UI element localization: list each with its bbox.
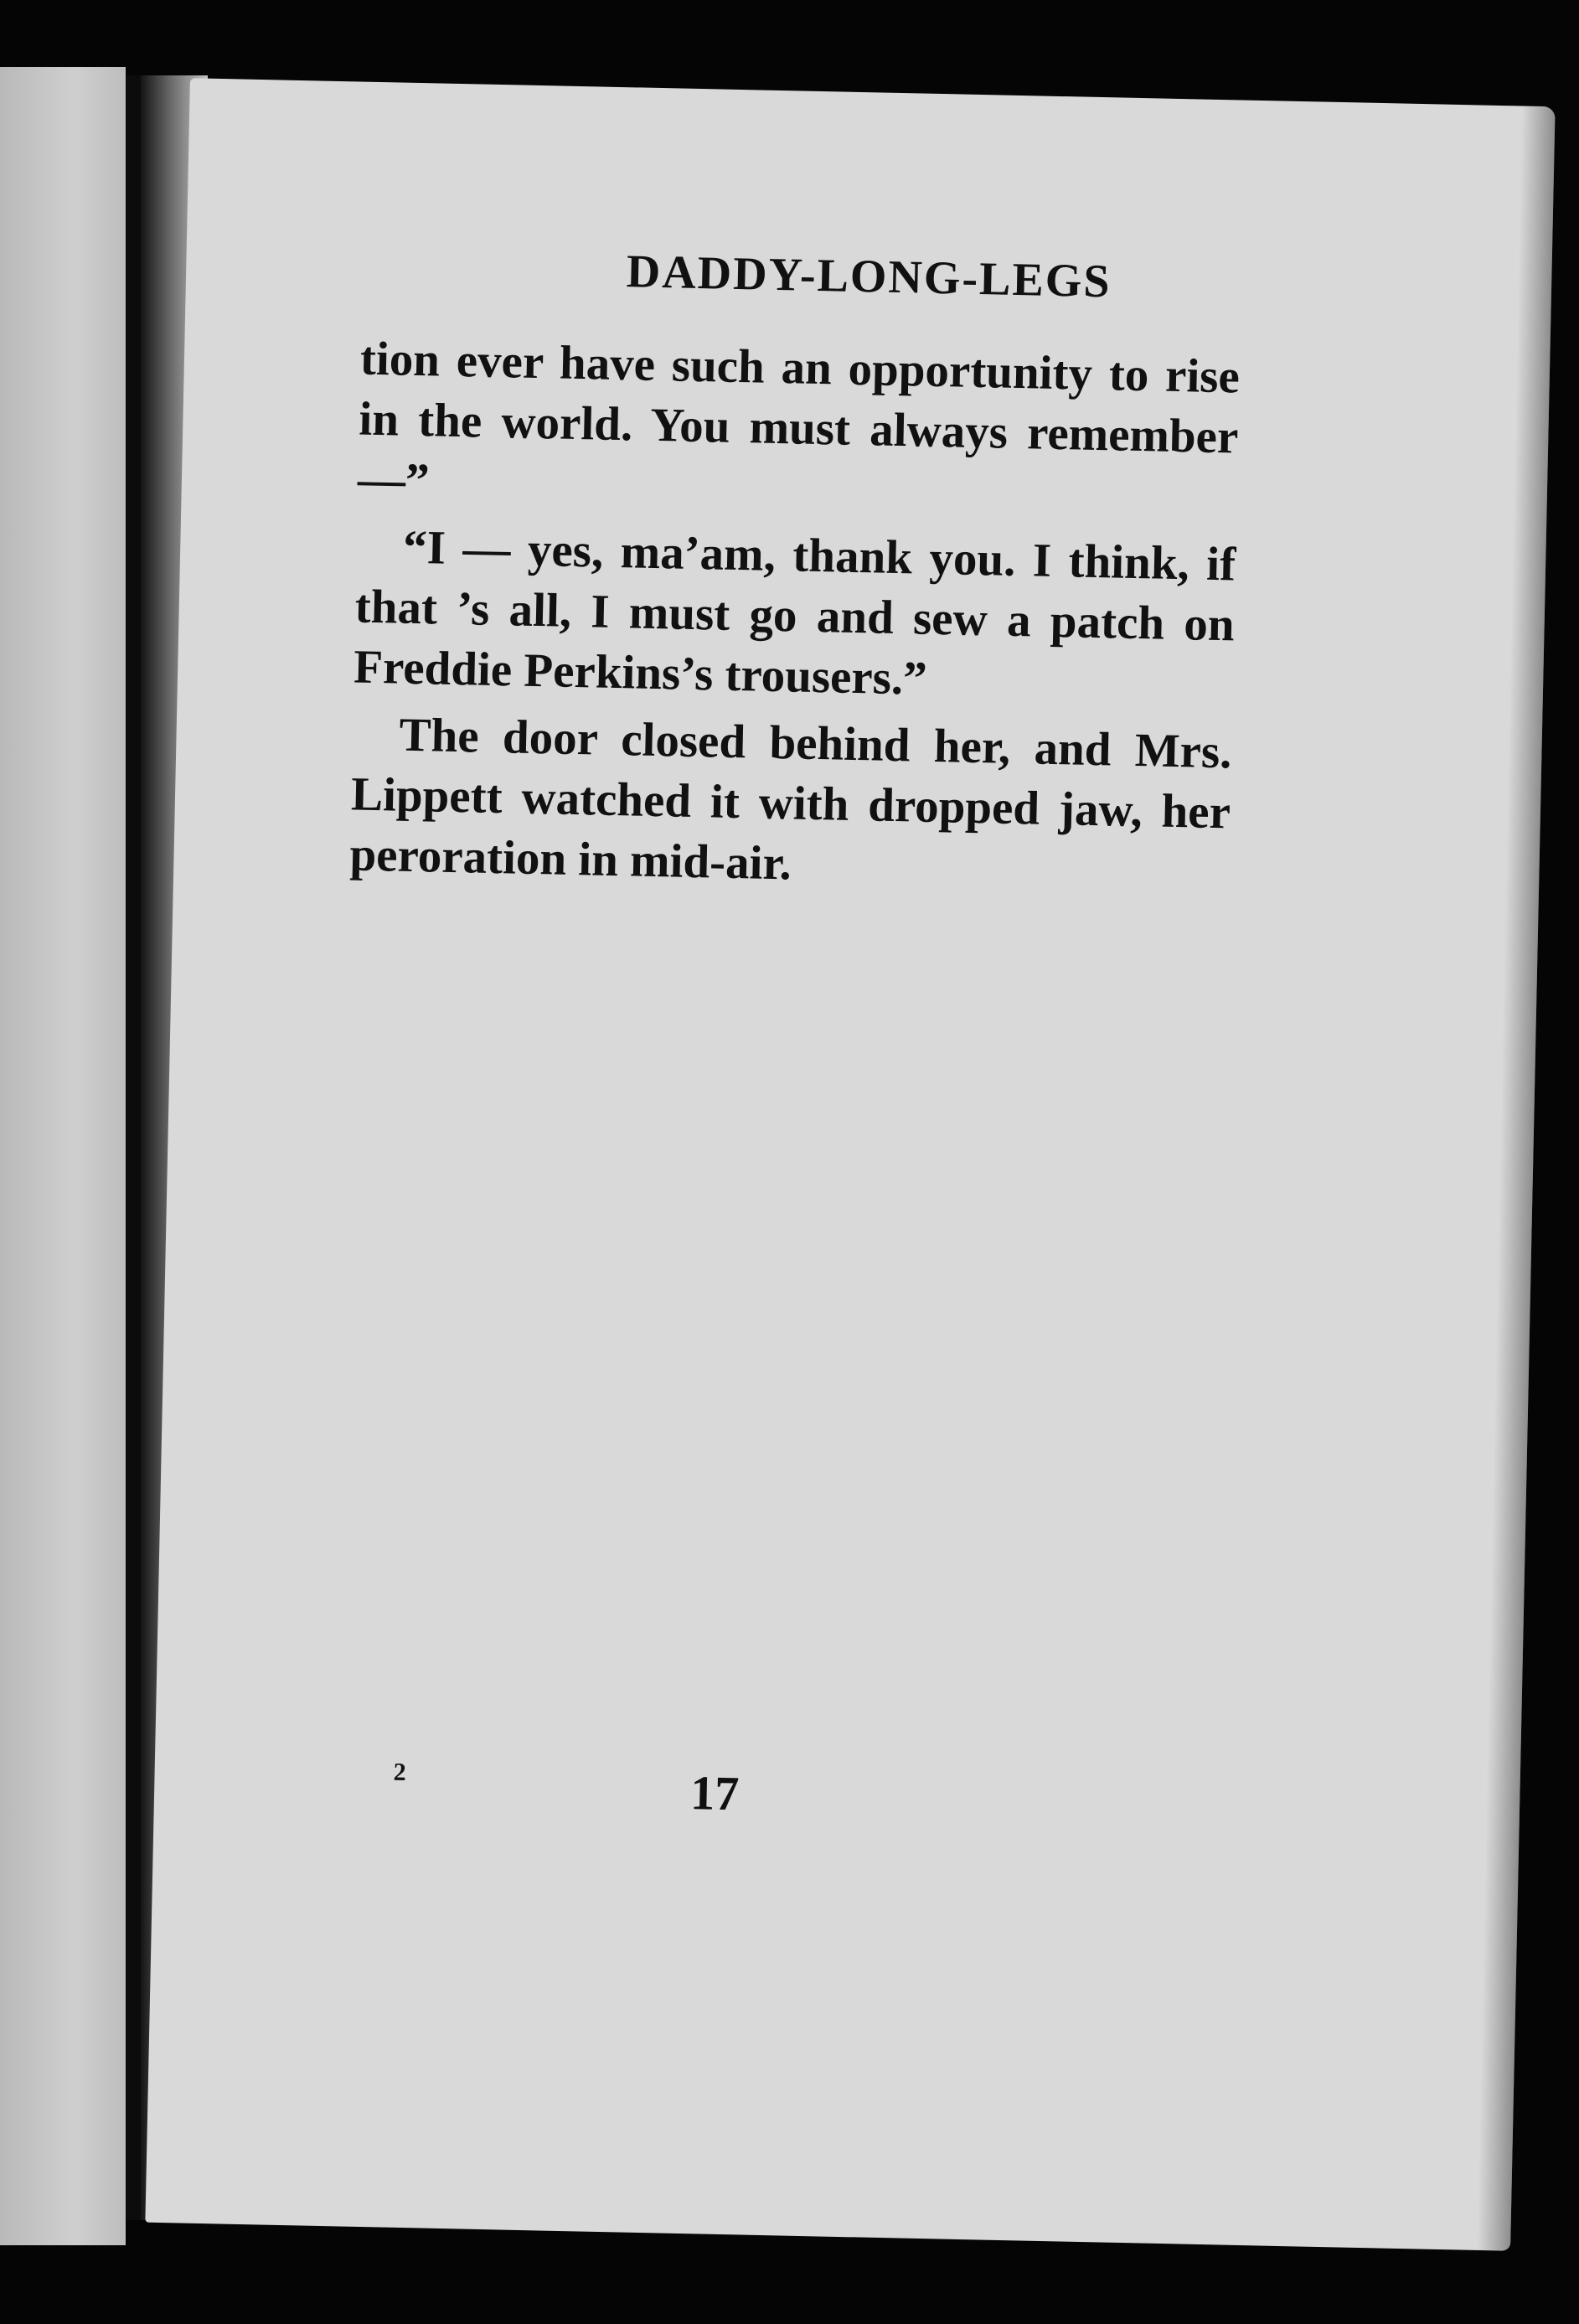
page-edge-shadow <box>1477 106 1556 2251</box>
running-head: DADDY-LONG-LEGS <box>626 245 1112 308</box>
left-page-edge <box>0 67 126 2245</box>
paragraph-3: The door closed behind her, and Mrs. Lippett watched it with dropped jaw, her peroration in mid-air. <box>348 708 1233 891</box>
paragraph-2: “I — yes, ma’am, thank you. I think, if that ’s all, I must go and sew a patch on Freddie Perkins’s trousers.” <box>353 520 1236 705</box>
paragraph-1: tion ever have such an opportunity to rise in the world. You must always remember —” <box>357 332 1241 508</box>
page-body <box>349 329 1241 911</box>
book-page <box>145 78 1555 2251</box>
page-number: 17 <box>689 1765 740 1821</box>
book-gutter <box>126 75 141 2220</box>
signature-mark: 2 <box>393 1758 407 1787</box>
